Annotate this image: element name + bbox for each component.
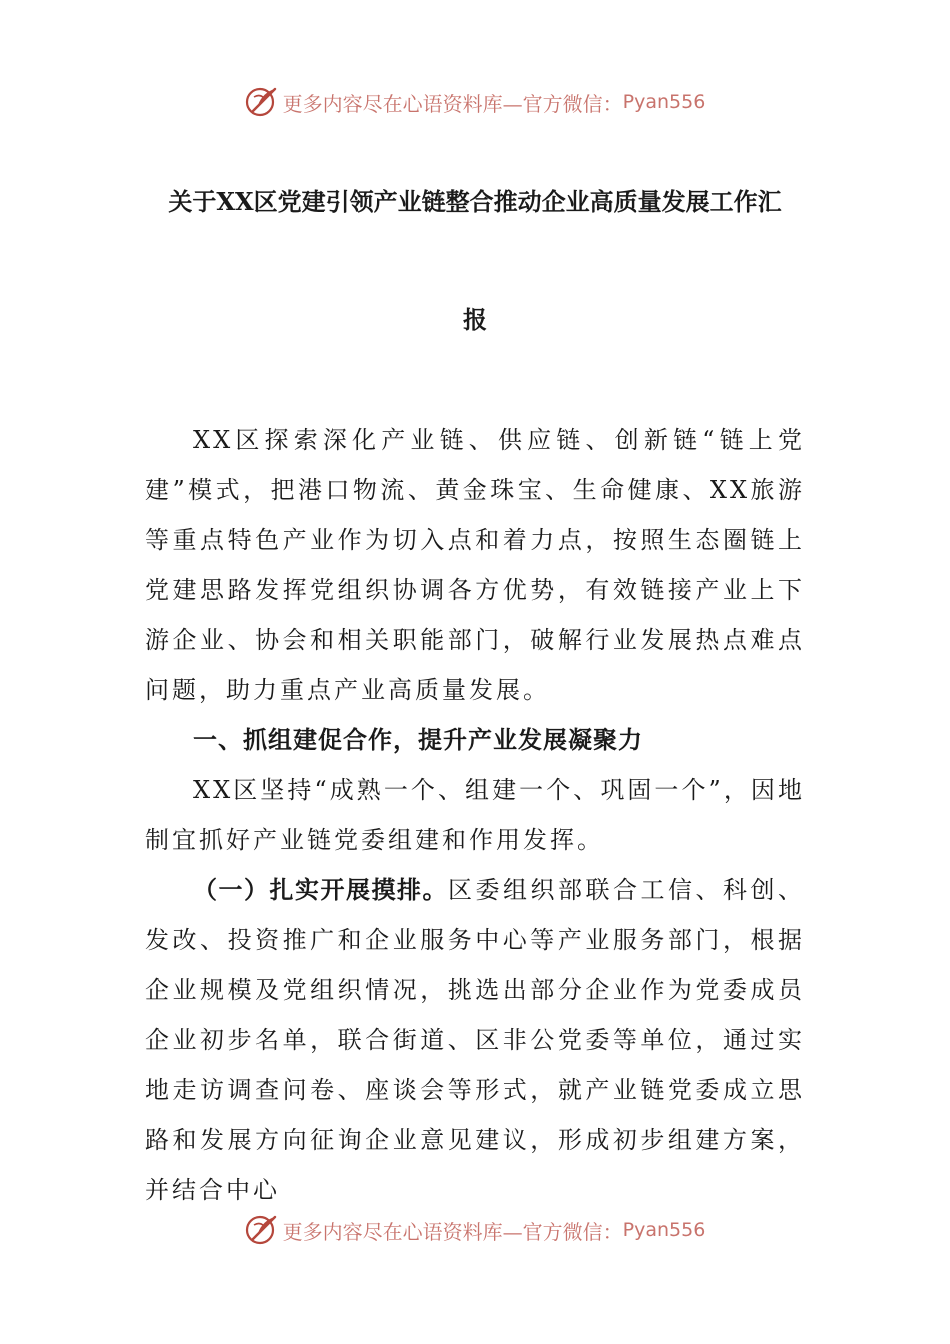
document-body [145,415,805,1215]
watermark-text: 更多内容尽在心语资料库—官方微信： [282,1219,623,1244]
document-title-line2: 报 [463,305,487,334]
subsection-1-text: 区委组织部联合工信、科创、发改、投资推广和企业服务中心等产业服务部门，根据企业规模及党组织情况，挑选出部分企业作为党委成员企业初步名单，联合街道、区非公党委等单位，通过实地走访调查问卷、座谈会等形式，就产业链党委成立思路和发展方向征询企业意见建议，形成初步组建方案，并结合中心 [145,876,805,1204]
watermark-header [0,82,950,122]
quill-circle-logo-icon [245,85,279,119]
watermark-footer [0,1210,950,1250]
subsection-1-paragraph [145,865,805,1215]
quill-circle-logo-icon [245,1213,279,1247]
section-heading-1: 一、抓组建促合作，提升产业发展凝聚力 [193,725,643,754]
watermark-text: 更多内容尽在心语资料库—官方微信： [282,91,623,116]
document-title-line1: 关于XX区党建引领产业链整合推动企业高质量发展工作汇 [168,187,782,216]
intro-paragraph: XX区探索深化产业链、供应链、创新链“链上党建”模式，把港口物流、黄金珠宝、生命健康、XX旅游等重点特色产业作为切入点和着力点，按照生态圈链上党建思路发挥党组织协调各方优势，有效链接产业上下游企业、协会和相关职能部门，破解行业发展热点难点问题，助力重点产业高质量发展。 [145,426,805,704]
watermark-wechat-id: Pyan556 [622,91,706,113]
subsection-1-lead: （一）扎实开展摸排。 [193,875,448,904]
section-1-paragraph: XX区坚持“成熟一个、组建一个、巩固一个”，因地制宜抓好产业链党委组建和作用发挥。 [145,776,805,854]
watermark-wechat-id: Pyan556 [622,1219,706,1241]
